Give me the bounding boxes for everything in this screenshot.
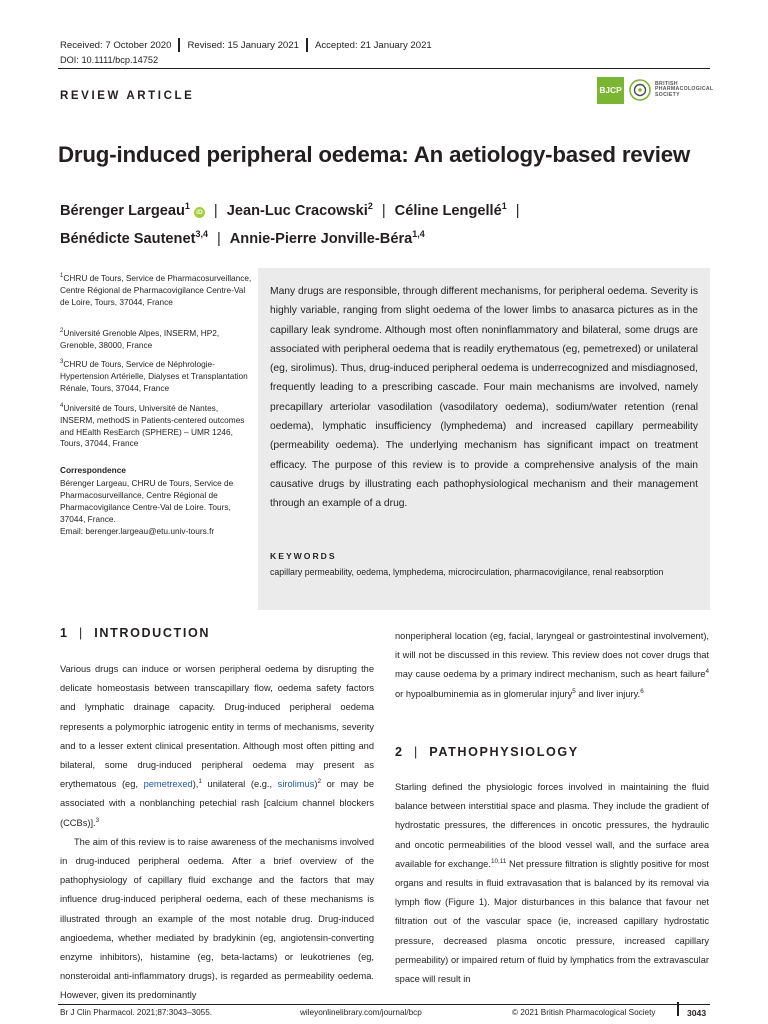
author-affiliation-sup: 1 xyxy=(184,201,190,211)
journal-logo xyxy=(597,76,713,104)
footer-separator xyxy=(677,1002,679,1016)
author-affiliation-sup: 2 xyxy=(367,201,373,211)
bjcp-logo: BJCP xyxy=(597,77,624,104)
author-name[interactable]: Bénédicte Sautenet xyxy=(60,230,196,247)
author-affiliation-sup: 1,4 xyxy=(412,228,425,239)
intro-paragraph-continued: nonperipheral location (eg, facial, laryngeal or gastrointestinal involvement), it will not be discussed in this review. This review does not cover drugs that may cause oedema by a primary indirect mechanism, such as heart failure$^4$ or hypoalbuminemia as in glomerular injury$^5$ and liver injury.$^6$ xyxy=(395,631,709,699)
section-heading-pathophysiology: 2 | PATHOPHYSIOLOGY xyxy=(395,745,579,759)
footer-citation: Br J Clin Pharmacol. 2021;87:3043–3055. xyxy=(60,1008,213,1017)
affiliation: $^3$CHRU de Tours, Service de Néphrologie-Hypertension Artérielle, Dialyses et Transplantation Rénale, Tours, 37044, France xyxy=(60,358,248,393)
keywords-text: capillary permeability, oedema, lymphedema, microcirculation, pharmacovigilance, renal reabsorption xyxy=(270,567,664,577)
footer-rule xyxy=(58,1004,710,1005)
orcid-icon[interactable]: iD xyxy=(194,207,205,218)
patho-paragraph-1: Starling defined the physiologic forces involved in maintaining the fluid balance between interstitial space and plasma. They include the gradient of hydrostatic pressures, the differences in oncotic pressures, the hydraulic and oncotic permeabilities of the blood vessel wall, and the surface area available for exchange.$^{10,11}$ Net pressure filtration is slightly positive for most organs and results in fluid extravasation that is balanced by its removal via lymph flow (Figure 1). Major disturbances in this balance that favour net filtration out of the vascular space (ie, increased capillary hydrostatic pressure, decreased plasma oncotic pressure, increased capillary permeability) or impaired return of fluid by lymphatics from the extravascular space will result in xyxy=(395,782,709,985)
citation-ref[interactable]: 1 xyxy=(198,778,202,786)
author-name[interactable]: Bérenger Largeau xyxy=(60,202,185,219)
intro-paragraph-2: The aim of this review is to raise awareness of the mechanisms involved in drug-induced peripheral oedema. After a brief overview of the pathophysiology of capillary fluid exchange and the factors that may influence drug-induced peripheral oedema, each of these mechanisms is illustrated through an example of the most notable drug. Drug-induced angioedema, whether mediated by bradykinin (eg, angiotensin-converting enzyme inhibitors), histamine (eg, beta-lactams) or leukotrienes (eg, nonsteroidal anti-inflammatory drugs), is regarded as permeability oedema. However, given its predominantly xyxy=(60,836,374,1001)
correspondence-email[interactable]: Email: berenger.largeau@etu.univ-tours.fr xyxy=(60,525,215,536)
paper-title: Drug-induced peripheral oedema: An aetiology-based review xyxy=(58,142,691,167)
footer-url[interactable]: wileyonlinelibrary.com/journal/bcp xyxy=(300,1008,422,1017)
author-affiliation-sup: 1 xyxy=(501,201,507,211)
author-list: Bérenger Largeau$^1$iD | Jean-Luc Cracowski$^2$ | Céline Lengellé$^1$ | Bénédicte Sautenet$^{3,4}$ | Annie-Pierre Jonville-Béra$^{1,4}$ xyxy=(60,201,520,247)
author-name[interactable]: Annie-Pierre Jonville-Béra xyxy=(229,230,413,247)
footer-copyright: © 2021 British Pharmacological Society xyxy=(512,1008,656,1017)
society-name: BRITISH PHARMACOLOGICAL SOCIETY xyxy=(655,80,714,98)
author-affiliation-sup: 3,4 xyxy=(195,228,208,239)
citation-ref[interactable]: 6 xyxy=(640,687,644,695)
date-separator xyxy=(178,38,180,52)
citation-ref[interactable]: 5 xyxy=(572,687,576,695)
date-separator xyxy=(306,38,308,52)
right-column-patho xyxy=(395,778,709,989)
bps-logo-icon xyxy=(629,79,651,101)
correspondence-address: Bérenger Largeau, CHRU de Tours, Service de Pharmacosurveillance, Centre Régional de Pharmacovigilance Centre-Val de Loire. Tours, 37044, France. xyxy=(60,478,234,524)
affiliation: $^1$CHRU de Tours, Service de Pharmacosurveillance, Centre Régional de Pharmacovigilance Centre-Val de Loire, Tours, 37044, France xyxy=(60,272,252,307)
abstract-text: Many drugs are responsible, through different mechanisms, for peripheral oedema. Severity is highly variable, ranging from slight oedema of the lower limbs to anasarca pictures as in the capillary leak syndrome. Although most often noninflammatory and bilateral, some drugs are associated with peripheral oedema that is readily erythematous (eg, pemetrexed) or unilateral (eg, sirolimus). Thus, drug-induced peripheral oedema is underrecognized and misdiagnosed, frequently leading to a prescribing cascade. Four main mechanisms are involved, namely precapillary arteriolar vasodilation (vasodilatory oedema), sodium/water retention (renal oedema), lymphatic insufficiency (lymphedema) and increased capillary permeability (permeability oedema). The underlying mechanism has significant impact on treatment efficacy. The purpose of this review is to provide a comprehensive analysis of the main causative drugs by illustrating each pathophysiological mechanism and their management through an example of a drug. xyxy=(270,286,698,510)
section-heading-introduction: 1 | INTRODUCTION xyxy=(60,626,211,640)
author-name[interactable]: Céline Lengellé xyxy=(394,202,502,219)
revised-date: Revised: 15 January 2021 xyxy=(187,39,299,51)
intro-paragraph-1: Various drugs can induce or worsen peripheral oedema by disrupting the delicate homeostasis between transcapillary flow, oedema safety factors and lymphatic drainage capacity. Drug-induced peripheral oedema represents a polymorphic iatrogenic entity in terms of mechanisms, severity and to a lesser extent clinical presentation. Although most often pitting and bilateral, some drug-induced peripheral oedema may present as erythematous (eg, pemetrexed),$^1$ unilateral (e.g., sirolimus)$^2$ or may be associated with a nonblanching petechial rash [calcium channel blockers (CCBs)].$^3$ xyxy=(60,664,375,828)
citation-ref[interactable]: 4 xyxy=(705,668,709,676)
affiliation: $^2$Université Grenoble Alpes, INSERM, HP2, Grenoble, 38000, France xyxy=(60,327,220,350)
left-column xyxy=(60,660,374,1006)
article-dates xyxy=(60,38,432,52)
citation-ref[interactable]: 3 xyxy=(95,816,100,824)
accepted-date: Accepted: 21 January 2021 xyxy=(314,39,432,51)
sirolimus-link[interactable]: sirolimus xyxy=(277,779,315,790)
citation-ref[interactable]: 2 xyxy=(317,778,321,786)
page-number: 3043 xyxy=(687,1008,707,1018)
keywords-heading: KEYWORDS xyxy=(270,551,337,561)
right-column-top xyxy=(395,627,709,704)
received-date: Received: 7 October 2020 xyxy=(60,39,172,51)
article-type: REVIEW ARTICLE xyxy=(60,90,195,102)
doi[interactable]: DOI: 10.1111/bcp.14752 xyxy=(60,55,159,65)
affiliation: $^4$Université de Tours, Université de Nantes, INSERM, methodS in Patients-centered outcomes and HEalth ResEarch (SPHERE) – UMR 1246, Tours, 37044, France xyxy=(60,402,245,449)
correspondence-heading: Correspondence xyxy=(60,465,126,475)
citation-ref[interactable]: 10,11 xyxy=(490,857,507,865)
correspondence-block xyxy=(60,478,252,538)
header-rule xyxy=(58,68,710,69)
pemetrexed-link[interactable]: pemetrexed xyxy=(143,779,193,790)
author-name[interactable]: Jean-Luc Cracowski xyxy=(226,202,368,219)
